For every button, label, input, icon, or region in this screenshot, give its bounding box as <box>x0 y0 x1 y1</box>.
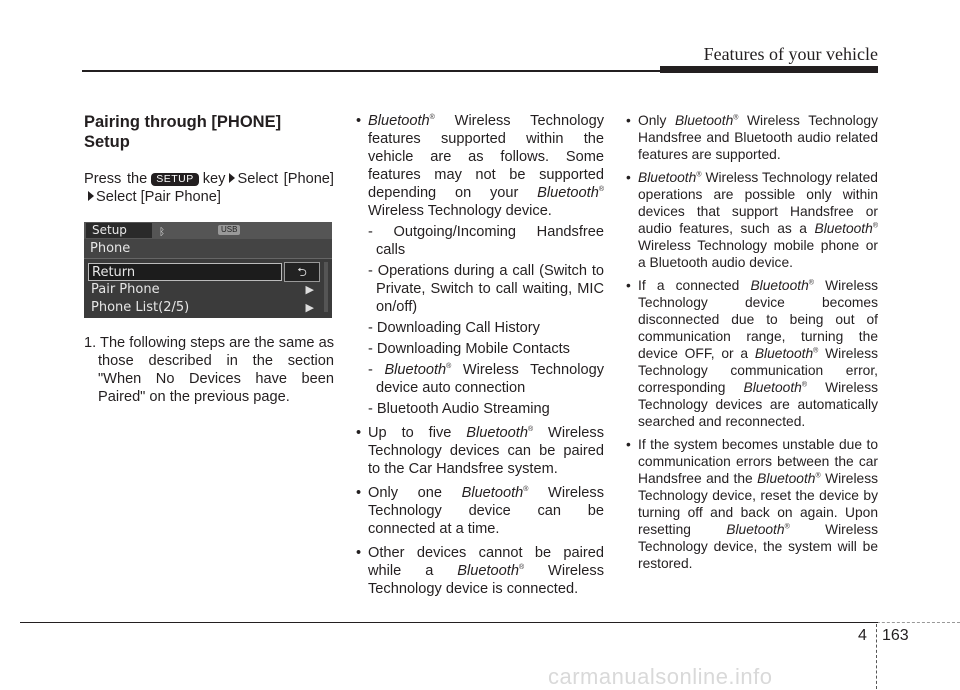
arrow-right-icon <box>88 191 94 201</box>
arrow-right-icon <box>229 173 235 183</box>
setup-screen-image <box>84 222 332 318</box>
steps-list <box>84 334 334 406</box>
list-item: - Downloading Call History <box>368 320 540 336</box>
list-item: • If the system becomes unstable due to communication errors between the car Handsfree and the Bluetooth® Wireless Technology device, reset the device by turning off and back on again. Upon resetting Bluetooth® Wireless Technology device, the system will be restored. <box>624 436 878 572</box>
screen-row-phone-list: Phone List(2/5) ▶ <box>91 300 314 315</box>
bullet-list <box>354 112 604 598</box>
screen-row-pair-phone: Pair Phone ▶ <box>91 282 314 297</box>
page-number: 163 <box>882 627 909 644</box>
section-title: Pairing through [PHONE] Setup <box>84 113 282 151</box>
column-right <box>624 112 878 578</box>
list-item: - Bluetooth® Wireless Technology device auto connection <box>368 362 604 396</box>
chevron-right-icon: ▶ <box>305 301 314 314</box>
instruction: Press the SETUP key Select [Phone]Select [Pair Phone] <box>84 171 334 205</box>
running-header: Features of your vehicle <box>703 44 878 64</box>
chapter-number: 4 <box>858 627 867 644</box>
column-left <box>84 112 334 406</box>
bullet-list <box>624 112 878 572</box>
footer-rule <box>20 622 878 623</box>
bluetooth-icon: ᛒ <box>159 227 165 238</box>
watermark: carmanualsonline.info <box>548 664 773 689</box>
header-rule <box>82 70 878 72</box>
list-item: 1. The following steps are the same as those described in the section "When No Devices have been Paired" on the previous page. <box>84 335 335 405</box>
list-item: - Bluetooth Audio Streaming <box>368 401 550 417</box>
screen-header: Phone <box>84 239 332 259</box>
list-item: • Other devices cannot be paired while a Bluetooth® Wireless Technology device is connected. <box>354 544 604 598</box>
list-item: • Only one Bluetooth® Wireless Technology device can be connected at a time. <box>354 484 604 538</box>
list-item: - Operations during a call (Switch to Private, Switch to call waiting, MIC on/off) <box>368 263 604 315</box>
list-item: • Up to five Bluetooth® Wireless Technology devices can be paired to the Car Handsfree system. <box>354 424 604 478</box>
setup-key-badge: SETUP <box>151 173 199 186</box>
list-item: - Outgoing/Incoming Handsfree calls <box>368 224 604 258</box>
list-item: • Bluetooth® Wireless Technology features supported within the vehicle are as follows. Some features may not be supported depending on your Bluetooth® Wireless Technology device. - Outgoing/Incoming Handsfree calls - Operations during a call (Switch to Private, Switch to call waiting, MIC on/off) - Downloading Call History - Downloading Mobile Contacts - Bluetooth® Wireless Technology device auto connection - Bluetooth Audio Streaming <box>354 112 604 418</box>
sub-list <box>368 223 604 418</box>
usb-badge: USB <box>218 225 240 235</box>
screen-tab: Setup <box>86 223 152 238</box>
list-item: • If a connected Bluetooth® Wireless Technology device becomes disconnected due to being out of communication range, turning the device OFF, or a Bluetooth® Wireless Technology communication error, corresponding Bluetooth® Wireless Technology devices are automatically searched and reconnected. <box>624 277 878 430</box>
return-icon: ⮌ <box>284 262 320 282</box>
list-item: - Downloading Mobile Contacts <box>368 341 570 357</box>
screen-scrollbar <box>324 262 328 312</box>
page-divider <box>876 624 877 689</box>
list-item: • Only Bluetooth® Wireless Technology Handsfree and Bluetooth audio related features are supported. <box>624 112 878 163</box>
chevron-right-icon: ▶ <box>305 283 314 296</box>
column-middle <box>354 112 604 604</box>
screen-row-return: Return <box>88 263 282 281</box>
list-item: • Bluetooth® Wireless Technology related operations are possible only within devices that support Handsfree or audio features, such as a Bluetooth® Wireless Technology mobile phone or a Bluetooth audio device. <box>624 169 878 271</box>
